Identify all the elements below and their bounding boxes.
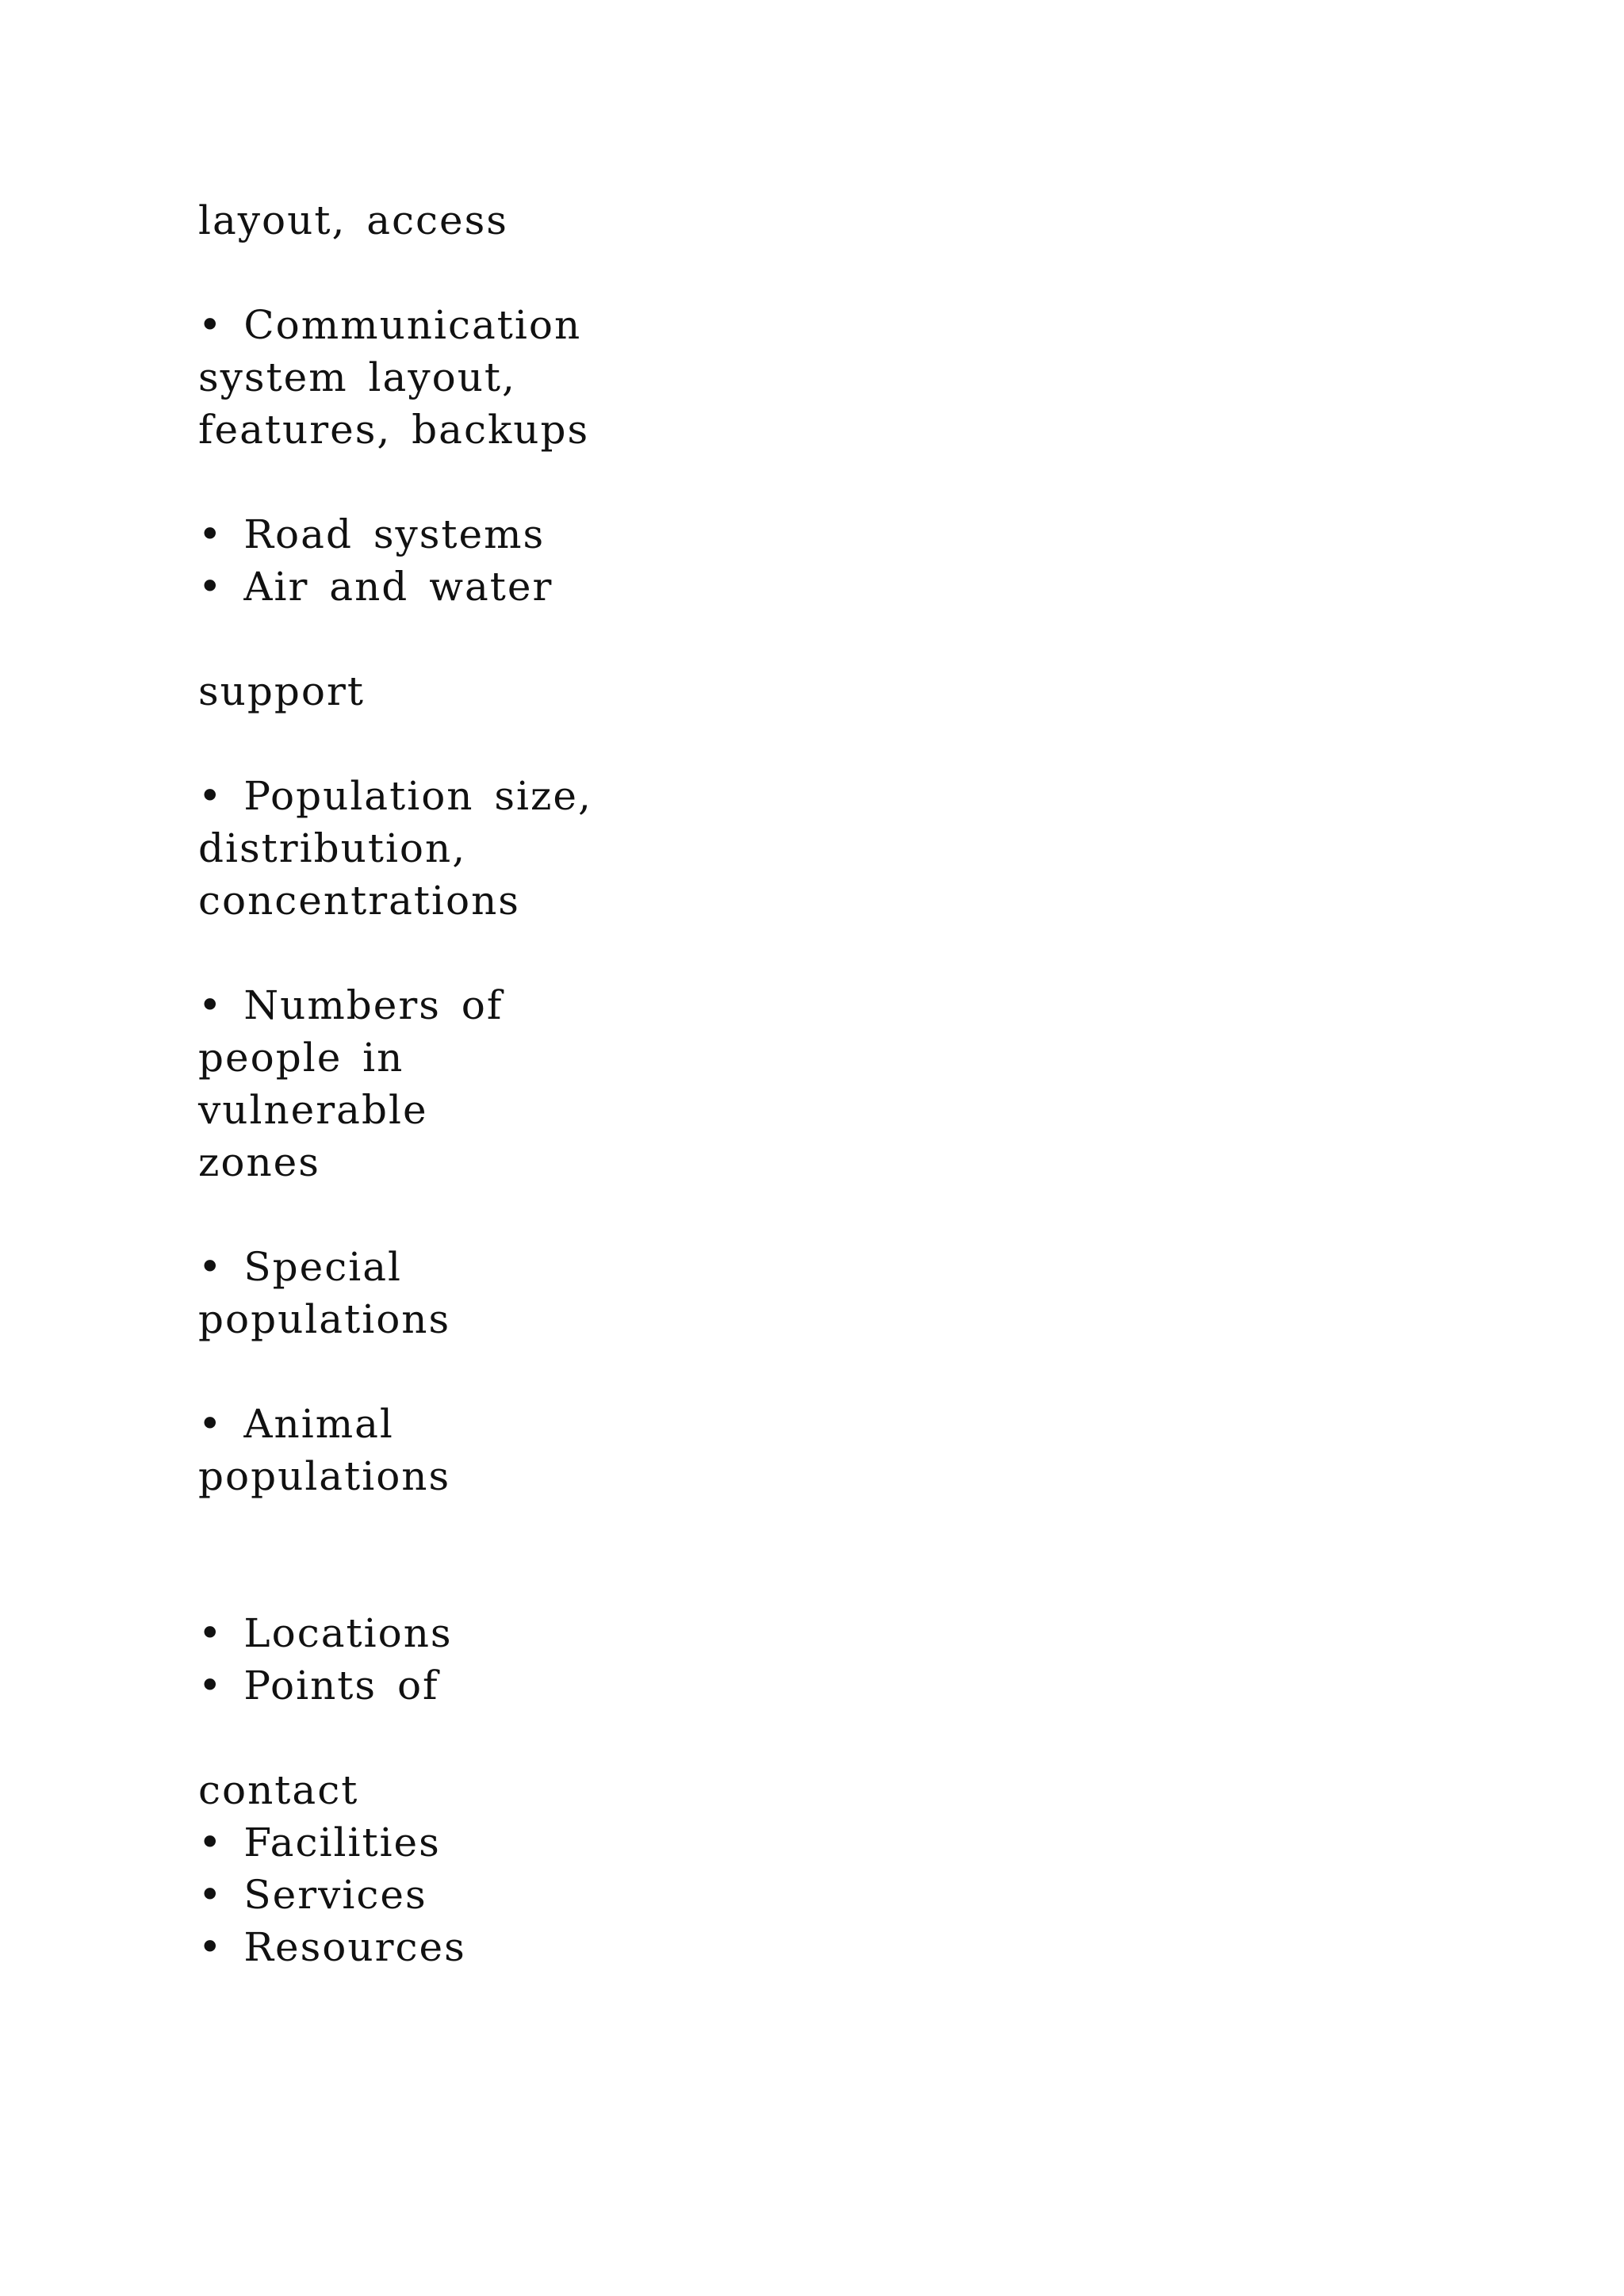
blank-line: [198, 718, 912, 770]
blank-line: [198, 1502, 912, 1555]
text-line: layout, access: [198, 197, 508, 243]
text-line: distribution,: [198, 825, 467, 871]
text-line: • Special: [198, 1244, 403, 1290]
text-line: • Locations: [198, 1610, 453, 1656]
text-line: populations: [198, 1296, 451, 1342]
text-line: • Population size,: [198, 773, 592, 819]
text-line: • Animal: [198, 1401, 394, 1447]
text-line: system layout,: [198, 354, 516, 400]
blank-line: [198, 247, 912, 299]
text-line: • Numbers of: [198, 982, 504, 1028]
text-line: people in: [198, 1035, 404, 1081]
blank-line: [198, 927, 912, 979]
text-line: concentrations: [198, 878, 520, 924]
text-line: • Facilities: [198, 1820, 441, 1866]
blank-line: [198, 1345, 912, 1398]
text-column: [198, 194, 912, 1973]
blank-line: [198, 1712, 912, 1764]
text-line: • Services: [198, 1872, 427, 1918]
blank-line: [198, 1188, 912, 1241]
text-line: populations: [198, 1453, 451, 1499]
blank-line: [198, 613, 912, 665]
text-line: zones: [198, 1139, 320, 1185]
text-line: • Air and water: [198, 564, 553, 610]
text-line: vulnerable: [198, 1087, 428, 1133]
text-line: • Points of: [198, 1663, 439, 1709]
text-line: support: [198, 668, 365, 714]
text-line: contact: [198, 1767, 359, 1813]
blank-line: [198, 1555, 912, 1607]
text-line: • Communication: [198, 302, 582, 348]
text-line: • Road systems: [198, 511, 546, 557]
text-line: features, backups: [198, 407, 590, 453]
text-line: • Resources: [198, 1924, 466, 1970]
blank-line: [198, 456, 912, 508]
